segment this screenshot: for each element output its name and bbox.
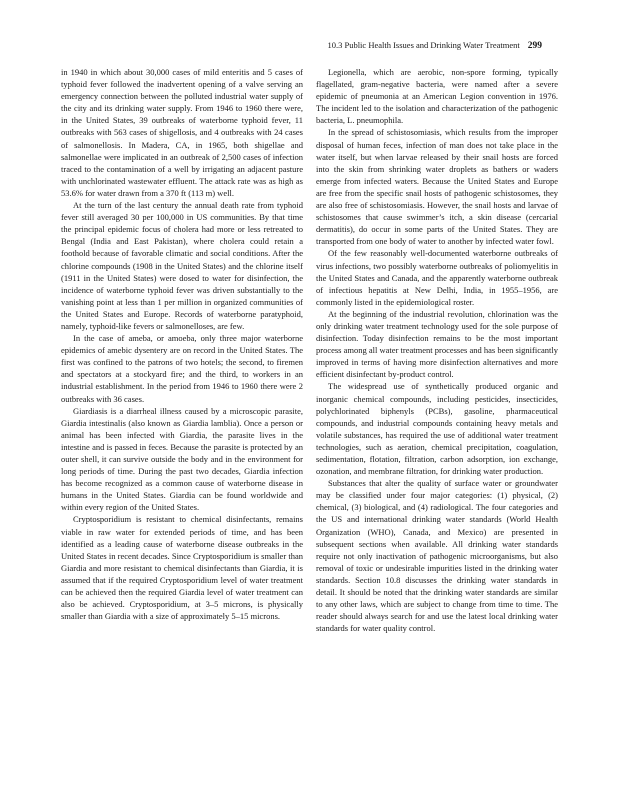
paragraph: The widespread use of synthetically produced organic and inorganic chemical compounds, including pesticides, insecticides, polychlorinated biphenyls (PCBs), gasoline, pharmaceutical compounds, and industrial compounds containing heavy metals and volatile substances, has required the use of additional water treatment technologies, such as aeration, chemical precipitation, coagulation, sedimentation, flotation, filtration, carbon adsorption, ion exchange, ozonation, and membrane filtration, for drinking water production. xyxy=(316,381,558,477)
left-column xyxy=(61,66,303,622)
paragraph: In the spread of schistosomiasis, which results from the improper disposal of human feces, infection of man does not take place in the water itself, but when larvae released by their snail hosts are forced into the skin from shrinking water droplets as bathers or waders emerge from infected waters. Because the United States and Europe are free from the specific snail hosts of pathogenic schistosomes, they are also free of schistosomiasis. However, the snail hosts and larvae of schistosomes that cause swimmer’s itch, a skin disease (cercarial dermatitis), do occur in some parts of the United States. They are transported from one body of water to another by infected water fowl. xyxy=(316,127,558,247)
paragraph: In the case of ameba, or amoeba, only three major waterborne epidemics of amebic dysentery are on record in the United States. The first was confined to the patrons of two hotels; the second, to firemen and spectators at a stockyard fire; and the third, to workers in an industrial establishment. In the period from 1946 to 1960 there were 2 outbreaks with 36 cases. xyxy=(61,333,303,404)
paragraph: At the turn of the last century the annual death rate from typhoid fever still averaged 30 per 100,000 in US communities. By that time the principal epidemic focus of cholera had more or less retreated to Bengal (India and East Pakistan), where cholera could retain a foothold because of favorable climatic and social conditions. After the chlorine compounds (1908 in the United States) and the chlorine itself (1911 in the United States) were dosed to water for disinfection, the incidence of waterborne typhoid fever was driven substantially to the vanishing point at less than 1 per million in organized communities of the United States and Europe. Records of waterborne paratyphoid, namely, typhoid-like fevers or salmonelloses, are few. xyxy=(61,200,303,331)
paragraph: Giardiasis is a diarrheal illness caused by a microscopic parasite, Giardia intestinalis (also known as Giardia lamblia). Once a person or animal has been infected with Giardia, the parasite lives in the intestine and is passed in feces. Because the parasite is protected by an outer shell, it can survive outside the body and in the environment for long periods of time. During the past two decades, Giardia infection has become recognized as a common cause of waterborne disease in humans in the United States. Giardia can be found worldwide and within every region of the United States. xyxy=(61,405,303,513)
paragraph: Substances that alter the quality of surface water or groundwater may be classified under four major categories: (1) physical, (2) chemical, (3) biological, and (4) radiological. The four categories and the US and international drinking water standards (World Health Organization (WHO), Canada, and Mexico) are presented in subsequent sections when available. All drinking water standards require not only inactivation of pathogenic microorganisms, but also removal of toxic or undesirable impurities listed in the drinking water standards. Section 10.8 discusses the drinking water standards in detail. It should be noted that the drinking water standards are similar to any other laws, which are subject to change from time to time. The reader should always search for and use the latest local drinking water standards for water quality control. xyxy=(316,478,558,634)
running-head xyxy=(327,40,542,51)
paragraph: At the beginning of the industrial revolution, chlorination was the only drinking water treatment technology used for the sole purpose of disinfection. Today disinfection remains to be the most important process among all water treatment processes and has been significantly improved in terms of having more disinfection alternatives and more efficient disinfectant by-product control. xyxy=(316,308,558,380)
paragraph: Of the few reasonably well-documented waterborne outbreaks of virus infections, two possibly waterborne outbreaks of poliomyelitis in the United States and Canada, and the apparently waterborne outbreak of infectious hepatitis at New Delhi, India, in 1955–1956, are commonly listed in the epidemiological roster. xyxy=(316,248,558,307)
paragraph: Cryptosporidium is resistant to chemical disinfectants, remains viable in raw water for extended periods of time, and has been identified as a leading cause of waterborne disease outbreaks in the United States in recent decades. Since Cryptosporidium is smaller than Giardia and more resistant to chemical disinfectants than Giardia, it is assumed that if the required Cryptosporidium level of water treatment can be achieved then the required Giardia level of water treatment can also be achieved. Cryptosporidium, at 3–5 microns, is physically smaller than Giardia with a size of approximately 5–15 microns. xyxy=(61,514,303,622)
paragraph: Legionella, which are aerobic, non-spore forming, typically flagellated, gram-negative bacteria, were named after a severe epidemic of pneumonia at an American Legion convention in 1976. The incident led to the isolation and characterization of the pathogenic bacteria, L. pneumophila. xyxy=(316,67,558,126)
section-title: 10.3 Public Health Issues and Drinking Water Treatment xyxy=(327,40,520,50)
page-number: 299 xyxy=(527,41,542,51)
paragraph: in 1940 in which about 30,000 cases of mild enteritis and 5 cases of typhoid fever followed the inadvertent opening of a valve serving an emergency connection between the polluted industrial water supply of the city and its drinking water supply. From 1946 to 1960 there were, in the United States, 39 outbreaks of waterborne typhoid fever, 11 outbreaks with 563 cases of shigellosis, and 4 outbreaks with 24 cases of salmonellosis. In Madera, CA, in 1965, both shigellae and salmonellae were implicated in an outbreak of 2,500 cases of infection traced to the contamination of a well by irrigating an adjacent pasture with unchlorinated wastewater effluent. The attack rate was as high as 53.6% for water drawn from a 370 ft (113 m) well. xyxy=(61,67,303,198)
right-column xyxy=(316,66,558,634)
